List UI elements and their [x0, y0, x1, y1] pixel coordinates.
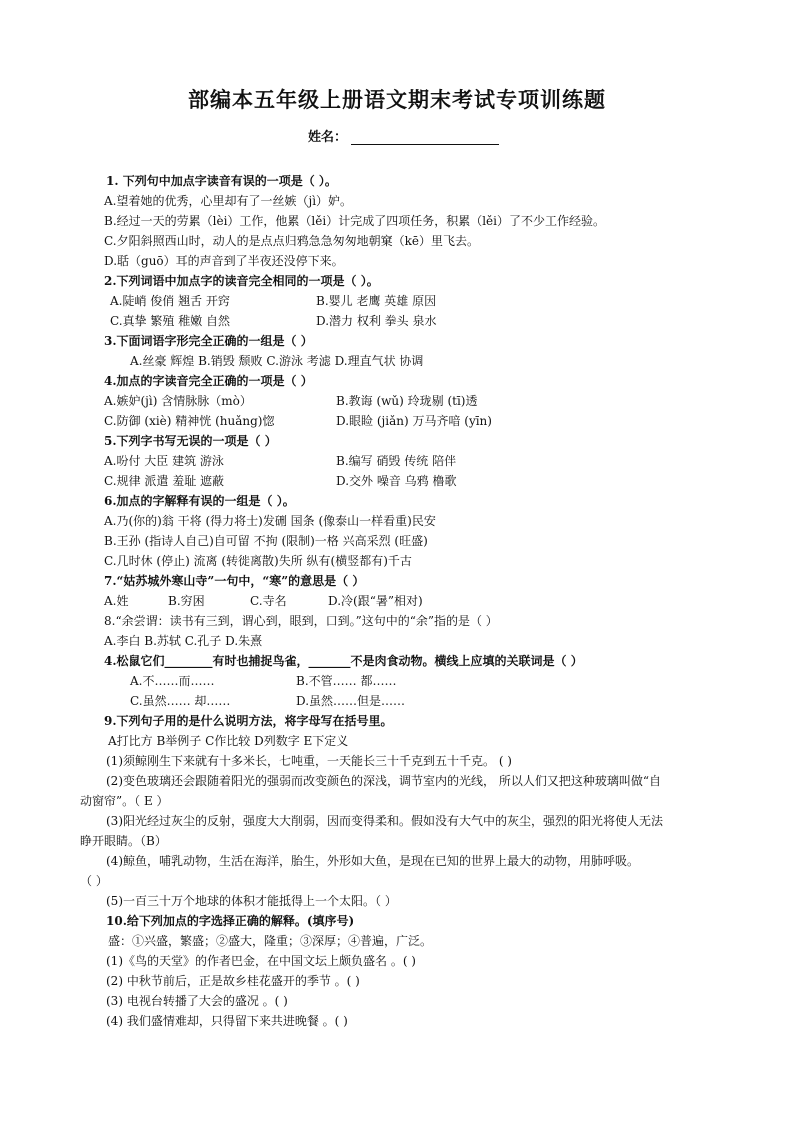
- q2-option-c: C.真挚 繁殖 稚嫩 自然: [110, 314, 231, 328]
- q6-option-c: C.几时休 (停止) 流离 (转徙离散)失所 纵有(横竖都有)千古: [104, 554, 412, 568]
- page-title: 部编本五年级上册语文期末考试专项训练题: [188, 87, 606, 112]
- q7-option-c: C.寺名: [250, 594, 287, 608]
- q6-option-b: B.王孙 (指诗人自己)自可留 不拘 (限制)一格 兴高采烈 (旺盛): [104, 534, 428, 548]
- q2-option-a: A.陡峭 俊俏 翘舌 开窍: [110, 294, 230, 308]
- q9-sentence-3: (3)阳光经过灰尘的反射，强度大大削弱，因而变得柔和。假如没有大气中的灰尘，强烈的阳光将使人无法: [106, 814, 664, 828]
- name-label: 姓名：: [308, 130, 348, 145]
- q10-sentence-2: (2) 中秋节前后，正是故乡桂花盛开的季节 。( ): [106, 974, 360, 988]
- q6-stem: 6.加点的字解释有误的一组是（ ）。: [104, 494, 295, 508]
- q9-sentence-2: (2)变色玻璃还会跟随着阳光的强弱而改变颜色的深浅，调节室内的光线， 所以人们又把这种玻璃叫做“自: [106, 774, 661, 788]
- q5-option-a: A.吩付 大臣 建筑 游泳: [104, 454, 224, 468]
- q9-sentence-4-cont: （ ）: [80, 874, 108, 888]
- q9-sentence-4: (4)鲸鱼，哺乳动物，生活在海洋，胎生，外形如大鱼，是现在已知的世界上最大的动物，用肺呼吸。: [106, 854, 640, 868]
- q1-option-c: C.夕阳斜照西山时，动人的是点点归鸦急急匆匆地朝窠（kē）里飞去。: [104, 234, 479, 248]
- q5-stem: 5.下列字书写无误的一项是（ ）: [104, 434, 277, 448]
- q2-option-d: D.潜力 权利 拳头 泉水: [316, 314, 437, 328]
- q2-option-b: B.婴儿 老鹰 英雄 原因: [316, 294, 437, 308]
- q4-option-a: A.嫉妒(jì) 含情脉脉（mò）: [104, 394, 252, 408]
- q3-options: A.丝豪 辉煌 B.销毁 颓败 C.游泳 考滤 D.理直气状 协调: [130, 354, 424, 368]
- q-conj-option-a: A.不……而……: [130, 674, 215, 688]
- q9-sentence-5: (5)一百三十万个地球的体积才能抵得上一个太阳。（ ）: [106, 894, 397, 908]
- q9-sentence-1: (1)须鲸刚生下来就有十多米长，七吨重，一天能长三十千克到五十千克。 ( ): [106, 754, 512, 768]
- q7-option-d: D.冷(跟“暑”相对): [328, 594, 423, 608]
- q4-option-d: D.眼睑 (jiǎn) 万马齐喑 (yīn): [336, 414, 492, 428]
- q9-stem: 9.下列句子用的是什么说明方法，将字母写在括号里。: [104, 714, 393, 728]
- q-conj-option-b: B.不管…… 都……: [296, 674, 397, 688]
- q5-option-d: D.交外 噪音 乌鸦 橹歌: [336, 474, 457, 488]
- q2-stem: 2.下列词语中加点字的读音完全相同的一项是（ ）。: [104, 274, 379, 288]
- q-conj-option-c: C.虽然…… 却……: [130, 694, 231, 708]
- q5-option-c: C.规律 派遣 羞耻 遮蔽: [104, 474, 225, 488]
- q10-sentence-4: (4) 我们盛情难却，只得留下来共进晚餐 。( ): [106, 1014, 348, 1028]
- q4-option-c: C.防御 (xiè) 精神恍 (huǎng)惚: [104, 414, 275, 428]
- q5-option-b: B.编写 硝毁 传统 陪伴: [336, 454, 457, 468]
- q7-option-a: A.姓: [104, 594, 129, 608]
- name-field: [308, 126, 499, 145]
- q10-sentence-1: (1)《鸟的天堂》的作者巴金，在中国文坛上颇负盛名 。( ): [106, 954, 416, 968]
- q7-stem: 7.“姑苏城外寒山寺”一句中，“寒”的意思是（ ）: [104, 574, 365, 588]
- q7-option-b: B.穷困: [168, 594, 205, 608]
- q9-options: A打比方 B举例子 C作比较 D列数字 E下定义: [108, 734, 349, 748]
- q1-option-a: A.望着她的优秀，心里却有了一丝嫉（jì）妒。: [104, 194, 353, 208]
- q8-stem: 8.“余尝谓：读书有三到，谓心到，眼到，口到。”这句中的“余”指的是（ ）: [104, 614, 498, 628]
- q-conj-option-d: D.虽然……但是……: [296, 694, 406, 708]
- name-blank: [351, 130, 499, 145]
- q6-option-a: A.乃(你的)翁 干将 (得力将士)发硎 国条 (像泰山一样看重)民安: [104, 514, 436, 528]
- q1-option-d: D.聒（guō）耳的声音到了半夜还没停下来。: [104, 254, 344, 268]
- q9-sentence-3-cont: 睁开眼睛。（B）: [80, 834, 167, 848]
- q10-definition: 盛：①兴盛，繁盛；②盛大，隆重；③深厚；④普遍，广泛。: [108, 934, 433, 948]
- q1-stem: 1. 下列句中加点字读音有误的一项是（ ）。: [106, 174, 337, 188]
- q-conj-stem: 4.松鼠它们________有时也捕捉鸟雀，_______不是肉食动物。横线上应填的关联词是（ ）: [104, 654, 583, 668]
- q10-stem: 10.给下列加点的字选择正确的解释。(填序号): [106, 914, 355, 928]
- q10-sentence-3: (3) 电视台转播了大会的盛况 。( ): [106, 994, 288, 1008]
- q9-sentence-2-cont: 动窗帘”。（ E ）: [80, 794, 169, 808]
- q8-options: A.李白 B.苏轼 C.孔子 D.朱熹: [104, 634, 263, 648]
- q4-stem: 4.加点的字读音完全正确的一项是（ ）: [104, 374, 313, 388]
- q4-option-b: B.教诲 (wǔ) 玲珑剔 (tī)透: [336, 394, 478, 408]
- q3-stem: 3.下面词语字形完全正确的一组是（ ）: [104, 334, 313, 348]
- q1-option-b: B.经过一天的劳累（lèi）工作，他累（lěi）计完成了四项任务，积累（lěi）了不少工作经验。: [104, 214, 605, 228]
